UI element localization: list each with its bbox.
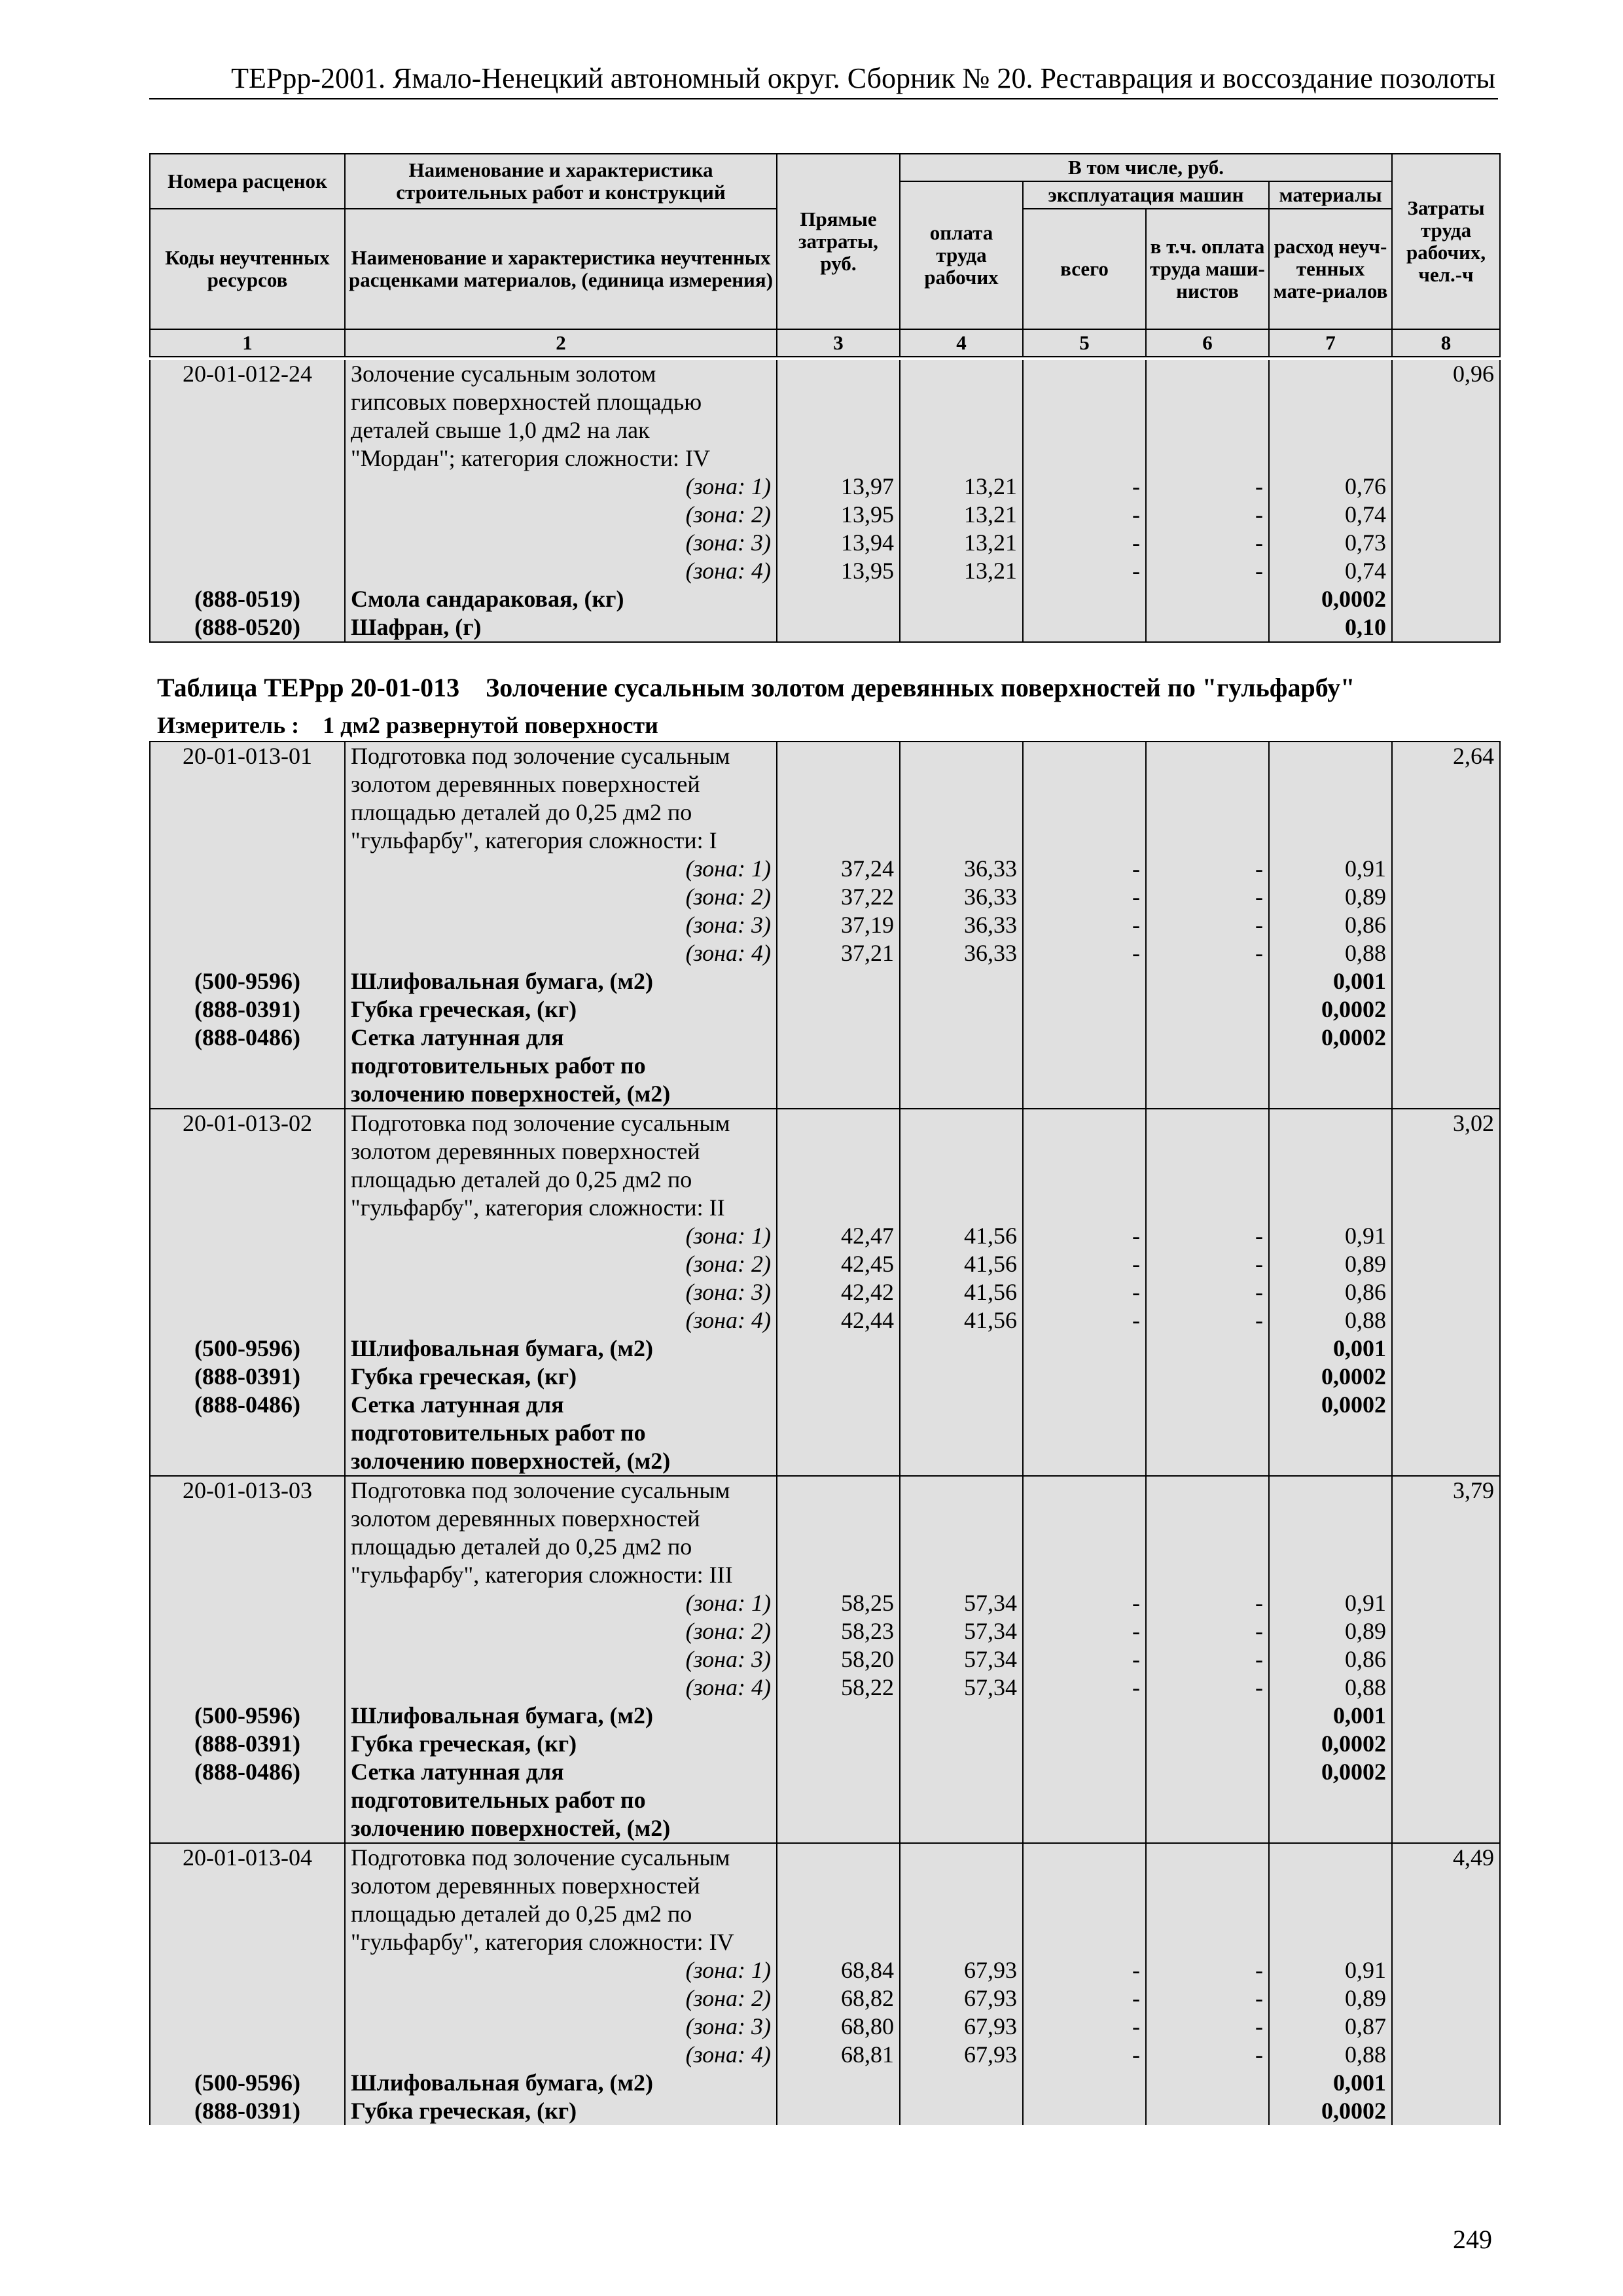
- rate-description-line: площадью деталей до 0,25 дм2 по: [345, 1533, 777, 1561]
- rate-description-row: [150, 1928, 1500, 1956]
- running-header-title: ТЕРрр-2001. Ямало-Ненецкий автономный округ. Сборник № 20. Реставрация и воссоздание позолоты: [231, 62, 1495, 94]
- materials-value: 0,74: [1269, 557, 1392, 585]
- resource-name: Шлифовальная бумага, (м2): [345, 1335, 777, 1363]
- labor-pay-value: 67,93: [900, 1984, 1023, 2013]
- machine-total-value: -: [1023, 1956, 1146, 1984]
- resource-row: [150, 2097, 1500, 2125]
- rate-description-row: [150, 798, 1500, 827]
- rate-code: 20-01-012-24: [150, 360, 345, 388]
- direct-cost-value: 68,81: [777, 2041, 900, 2069]
- resource-name: золочению поверхностей, (м2): [345, 1447, 777, 1476]
- machine-total-value: -: [1023, 1617, 1146, 1645]
- direct-cost-value: 13,94: [777, 529, 900, 557]
- col-work-name-header: Наименование и характеристика строительных работ и конструкций: [345, 154, 777, 209]
- materials-value: 0,91: [1269, 1589, 1392, 1617]
- direct-cost-value: 37,22: [777, 883, 900, 911]
- machinist-pay-value: -: [1146, 1956, 1269, 1984]
- rate-description-line: золотом деревянных поверхностей: [345, 1505, 777, 1533]
- zone-row: [150, 1306, 1500, 1335]
- col-number: 7: [1269, 329, 1392, 357]
- machinist-pay-value: -: [1146, 2041, 1269, 2069]
- resource-row: [150, 585, 1500, 613]
- resource-name: подготовительных работ по: [345, 1786, 777, 1814]
- col-resource-codes-header: Коды неучтенных ресурсов: [150, 209, 345, 329]
- zone-row: [150, 557, 1500, 585]
- resource-name: Губка греческая, (кг): [345, 1730, 777, 1758]
- resource-name-continuation-row: [150, 1419, 1500, 1447]
- direct-cost-value: 42,42: [777, 1278, 900, 1306]
- machinist-pay-value: -: [1146, 1645, 1269, 1674]
- rate-description-line: золотом деревянных поверхностей: [345, 770, 777, 798]
- resource-code: (888-0520): [150, 613, 345, 642]
- header-divider: [149, 98, 1498, 99]
- materials-value: 0,86: [1269, 1278, 1392, 1306]
- rate-description-line: "гульфарбу", категория сложности: II: [345, 1194, 777, 1222]
- rate-description-line: "гульфарбу", категория сложности: IV: [345, 1928, 777, 1956]
- materials-value: 0,86: [1269, 911, 1392, 939]
- zone-label: (зона: 2): [345, 501, 777, 529]
- col-machinist-pay-header: в т.ч. оплата труда маши-нистов: [1146, 209, 1269, 329]
- resource-quantity: 0,001: [1269, 1335, 1392, 1363]
- direct-cost-value: 42,45: [777, 1250, 900, 1278]
- col-materials-header: материалы: [1269, 181, 1392, 209]
- resource-code: (888-0486): [150, 1758, 345, 1786]
- direct-cost-value: 58,20: [777, 1645, 900, 1674]
- direct-cost-value: 58,22: [777, 1674, 900, 1702]
- resource-name: Шафран, (г): [345, 613, 777, 642]
- machinist-pay-value: -: [1146, 883, 1269, 911]
- rate-code: 20-01-013-03: [150, 1476, 345, 1505]
- zone-label: (зона: 2): [345, 1617, 777, 1645]
- labor-pay-value: 57,34: [900, 1589, 1023, 1617]
- resource-code: (888-0391): [150, 996, 345, 1024]
- resource-row: [150, 996, 1500, 1024]
- machine-total-value: -: [1023, 1589, 1146, 1617]
- materials-value: 0,89: [1269, 1250, 1392, 1278]
- labor-pay-value: 57,34: [900, 1617, 1023, 1645]
- labor-pay-value: 13,21: [900, 529, 1023, 557]
- column-header-table: [149, 153, 1501, 357]
- labor-pay-value: 41,56: [900, 1278, 1023, 1306]
- col-labor-costs-header: Затраты труда рабочих, чел.-ч: [1392, 154, 1500, 329]
- resource-code: (500-9596): [150, 1335, 345, 1363]
- table-measure-unit: Измеритель : 1 дм2 развернутой поверхности: [157, 712, 658, 738]
- resource-name: Шлифовальная бумага, (м2): [345, 2069, 777, 2097]
- rate-code: 20-01-013-04: [150, 1843, 345, 1872]
- zone-row: [150, 1674, 1500, 1702]
- direct-cost-value: 13,95: [777, 501, 900, 529]
- materials-value: 0,89: [1269, 1617, 1392, 1645]
- labor-pay-value: 41,56: [900, 1250, 1023, 1278]
- labor-pay-value: 67,93: [900, 1956, 1023, 1984]
- labor-costs-value: 4,49: [1392, 1843, 1500, 1872]
- col-number: 8: [1392, 329, 1500, 357]
- zone-row: [150, 1956, 1500, 1984]
- resource-name: Губка греческая, (кг): [345, 996, 777, 1024]
- resource-code: (888-0391): [150, 2097, 345, 2125]
- materials-value: 0,89: [1269, 883, 1392, 911]
- rate-row: [150, 1476, 1500, 1505]
- labor-pay-value: 67,93: [900, 2013, 1023, 2041]
- zone-label: (зона: 3): [345, 529, 777, 557]
- resource-row: [150, 1391, 1500, 1419]
- rate-description-row: [150, 1900, 1500, 1928]
- machinist-pay-value: -: [1146, 1278, 1269, 1306]
- machine-total-value: -: [1023, 1306, 1146, 1335]
- col-number: 5: [1023, 329, 1146, 357]
- col-number: 4: [900, 329, 1023, 357]
- machine-total-value: -: [1023, 855, 1146, 883]
- machine-total-value: -: [1023, 473, 1146, 501]
- materials-value: 0,91: [1269, 855, 1392, 883]
- resource-name-continuation-row: [150, 1786, 1500, 1814]
- machine-total-value: -: [1023, 911, 1146, 939]
- rate-description-line: Подготовка под золочение сусальным: [345, 1476, 777, 1505]
- resource-quantity: 0,0002: [1269, 1363, 1392, 1391]
- resource-name: Смола сандараковая, (кг): [345, 585, 777, 613]
- labor-pay-value: 36,33: [900, 883, 1023, 911]
- resource-quantity: 0,0002: [1269, 1391, 1392, 1419]
- labor-costs-value: 0,96: [1392, 360, 1500, 388]
- machinist-pay-value: -: [1146, 939, 1269, 967]
- materials-value: 0,86: [1269, 1645, 1392, 1674]
- table-title: Таблица ТЕРрр 20-01-013 Золочение сусальным золотом деревянных поверхностей по "гульфарбу": [157, 673, 1355, 702]
- materials-value: 0,76: [1269, 473, 1392, 501]
- rate-description-line: Подготовка под золочение сусальным: [345, 1109, 777, 1138]
- machinist-pay-value: -: [1146, 911, 1269, 939]
- resource-quantity: 0,001: [1269, 1702, 1392, 1730]
- col-direct-costs-header: Прямые затраты, руб.: [777, 154, 900, 329]
- zone-label: (зона: 3): [345, 1278, 777, 1306]
- col-material-name-header: Наименование и характеристика неучтенных расценками материалов, (единица измерения): [345, 209, 777, 329]
- resource-name: Сетка латунная для: [345, 1391, 777, 1419]
- materials-value: 0,88: [1269, 2041, 1392, 2069]
- rate-description-line: площадью деталей до 0,25 дм2 по: [345, 1900, 777, 1928]
- rate-code: 20-01-013-02: [150, 1109, 345, 1138]
- resource-code: (500-9596): [150, 2069, 345, 2097]
- resource-name-continuation-row: [150, 1080, 1500, 1109]
- rate-description-row: [150, 770, 1500, 798]
- rate-description-row: [150, 1505, 1500, 1533]
- materials-value: 0,89: [1269, 1984, 1392, 2013]
- machinist-pay-value: -: [1146, 529, 1269, 557]
- direct-cost-value: 42,44: [777, 1306, 900, 1335]
- resource-row: [150, 2069, 1500, 2097]
- rate-description-row: [150, 1194, 1500, 1222]
- rate-description-line: золотом деревянных поверхностей: [345, 1872, 777, 1900]
- rate-description-line: гипсовых поверхностей площадью: [345, 388, 777, 416]
- machinist-pay-value: -: [1146, 855, 1269, 883]
- rate-description-row: [150, 827, 1500, 855]
- resource-row: [150, 1702, 1500, 1730]
- materials-value: 0,91: [1269, 1956, 1392, 1984]
- zone-label: (зона: 1): [345, 1589, 777, 1617]
- materials-value: 0,91: [1269, 1222, 1392, 1250]
- machinist-pay-value: -: [1146, 1589, 1269, 1617]
- zone-label: (зона: 1): [345, 473, 777, 501]
- labor-pay-value: 13,21: [900, 473, 1023, 501]
- zone-label: (зона: 1): [345, 1222, 777, 1250]
- zone-row: [150, 855, 1500, 883]
- labor-pay-value: 36,33: [900, 939, 1023, 967]
- resource-code: (500-9596): [150, 1702, 345, 1730]
- labor-pay-value: 67,93: [900, 2041, 1023, 2069]
- zone-row: [150, 1984, 1500, 2013]
- resource-row: [150, 1335, 1500, 1363]
- rate-description-line: Золочение сусальным золотом: [345, 360, 777, 388]
- zone-row: [150, 883, 1500, 911]
- rate-description-line: "гульфарбу", категория сложности: I: [345, 827, 777, 855]
- resource-quantity: 0,001: [1269, 2069, 1392, 2097]
- zone-label: (зона: 2): [345, 1250, 777, 1278]
- resource-name-continuation-row: [150, 1052, 1500, 1080]
- zone-row: [150, 1645, 1500, 1674]
- zone-label: (зона: 1): [345, 1956, 777, 1984]
- resource-name: Губка греческая, (кг): [345, 2097, 777, 2125]
- zone-label: (зона: 4): [345, 939, 777, 967]
- rate-row: [150, 1109, 1500, 1138]
- resource-quantity: 0,0002: [1269, 2097, 1392, 2125]
- machine-total-value: -: [1023, 1278, 1146, 1306]
- rate-description-row: [150, 1138, 1500, 1166]
- machine-total-value: -: [1023, 1984, 1146, 2013]
- col-number: 1: [150, 329, 345, 357]
- resource-row: [150, 1363, 1500, 1391]
- materials-value: 0,73: [1269, 529, 1392, 557]
- machine-total-value: -: [1023, 557, 1146, 585]
- rate-code: 20-01-013-01: [150, 742, 345, 770]
- zone-label: (зона: 3): [345, 2013, 777, 2041]
- resource-code: (500-9596): [150, 967, 345, 996]
- page-number: 249: [1453, 2225, 1492, 2254]
- machine-total-value: -: [1023, 1674, 1146, 1702]
- resource-quantity: 0,0002: [1269, 585, 1392, 613]
- machine-total-value: -: [1023, 2013, 1146, 2041]
- resource-quantity: 0,0002: [1269, 1024, 1392, 1052]
- labor-pay-value: 36,33: [900, 855, 1023, 883]
- direct-cost-value: 42,47: [777, 1222, 900, 1250]
- resource-name: Сетка латунная для: [345, 1024, 777, 1052]
- zone-label: (зона: 4): [345, 2041, 777, 2069]
- rate-description-line: Подготовка под золочение сусальным: [345, 742, 777, 770]
- col-number: 6: [1146, 329, 1269, 357]
- resource-code: (888-0486): [150, 1391, 345, 1419]
- direct-cost-value: 37,19: [777, 911, 900, 939]
- labor-pay-value: 41,56: [900, 1306, 1023, 1335]
- machinist-pay-value: -: [1146, 1222, 1269, 1250]
- machine-total-value: -: [1023, 1645, 1146, 1674]
- col-rate-number-header: Номера расценок: [150, 154, 345, 209]
- zone-row: [150, 1617, 1500, 1645]
- zone-label: (зона: 3): [345, 911, 777, 939]
- direct-cost-value: 13,95: [777, 557, 900, 585]
- materials-value: 0,88: [1269, 939, 1392, 967]
- rate-description-line: золотом деревянных поверхностей: [345, 1138, 777, 1166]
- resource-name: подготовительных работ по: [345, 1052, 777, 1080]
- machine-total-value: -: [1023, 883, 1146, 911]
- resource-name-continuation-row: [150, 1814, 1500, 1843]
- machine-total-value: -: [1023, 1222, 1146, 1250]
- zone-row: [150, 2041, 1500, 2069]
- resource-name: Губка греческая, (кг): [345, 1363, 777, 1391]
- resource-row: [150, 1024, 1500, 1052]
- materials-value: 0,88: [1269, 1306, 1392, 1335]
- resource-name: Шлифовальная бумага, (м2): [345, 1702, 777, 1730]
- direct-cost-value: 68,82: [777, 1984, 900, 2013]
- machine-total-value: -: [1023, 501, 1146, 529]
- resource-row: [150, 1730, 1500, 1758]
- col-machine-operation-header: эксплуатация машин: [1023, 181, 1269, 209]
- zone-row: [150, 1250, 1500, 1278]
- resource-name: Сетка латунная для: [345, 1758, 777, 1786]
- direct-cost-value: 13,97: [777, 473, 900, 501]
- resource-row: [150, 1758, 1500, 1786]
- direct-cost-value: 68,84: [777, 1956, 900, 1984]
- rate-description-line: деталей свыше 1,0 дм2 на лак: [345, 416, 777, 444]
- zone-row: [150, 939, 1500, 967]
- labor-pay-value: 57,34: [900, 1674, 1023, 1702]
- machine-total-value: -: [1023, 1250, 1146, 1278]
- zone-row: [150, 1278, 1500, 1306]
- zone-row: [150, 473, 1500, 501]
- rate-description-line: площадью деталей до 0,25 дм2 по: [345, 1166, 777, 1194]
- rate-row: [150, 742, 1500, 770]
- resource-code: (888-0391): [150, 1730, 345, 1758]
- resource-quantity: 0,001: [1269, 967, 1392, 996]
- resource-name: золочению поверхностей, (м2): [345, 1080, 777, 1109]
- col-unaccounted-materials-header: расход неуч-тенных мате-риалов: [1269, 209, 1392, 329]
- zone-label: (зона: 2): [345, 883, 777, 911]
- zone-row: [150, 501, 1500, 529]
- rates-table-20-01-013: [149, 741, 1501, 2125]
- rate-description-line: Подготовка под золочение сусальным: [345, 1843, 777, 1872]
- rate-description-line: площадью деталей до 0,25 дм2 по: [345, 798, 777, 827]
- machinist-pay-value: -: [1146, 1674, 1269, 1702]
- zone-label: (зона: 4): [345, 1306, 777, 1335]
- labor-costs-value: 3,02: [1392, 1109, 1500, 1138]
- col-number: 3: [777, 329, 900, 357]
- zone-row: [150, 911, 1500, 939]
- direct-cost-value: 37,24: [777, 855, 900, 883]
- labor-pay-value: 13,21: [900, 557, 1023, 585]
- resource-row: [150, 967, 1500, 996]
- labor-pay-value: 36,33: [900, 911, 1023, 939]
- labor-pay-value: 13,21: [900, 501, 1023, 529]
- machinist-pay-value: -: [1146, 1617, 1269, 1645]
- materials-value: 0,87: [1269, 2013, 1392, 2041]
- col-labor-pay-header: оплата труда рабочих: [900, 181, 1023, 329]
- rate-description-row: [150, 1166, 1500, 1194]
- machinist-pay-value: -: [1146, 2013, 1269, 2041]
- machinist-pay-value: -: [1146, 557, 1269, 585]
- zone-row: [150, 1222, 1500, 1250]
- resource-quantity: 0,0002: [1269, 1730, 1392, 1758]
- machine-total-value: -: [1023, 939, 1146, 967]
- resource-code: (888-0519): [150, 585, 345, 613]
- zone-label: (зона: 2): [345, 1984, 777, 2013]
- machine-total-value: -: [1023, 2041, 1146, 2069]
- materials-value: 0,88: [1269, 1674, 1392, 1702]
- rate-description-line: "Мордан"; категория сложности: IV: [345, 444, 777, 473]
- direct-cost-value: 68,80: [777, 2013, 900, 2041]
- resource-name: Шлифовальная бумага, (м2): [345, 967, 777, 996]
- rate-description-row: [150, 1872, 1500, 1900]
- machinist-pay-value: -: [1146, 1250, 1269, 1278]
- direct-cost-value: 37,21: [777, 939, 900, 967]
- rate-description-line: "гульфарбу", категория сложности: III: [345, 1561, 777, 1589]
- zone-row: [150, 2013, 1500, 2041]
- zone-label: (зона: 3): [345, 1645, 777, 1674]
- zone-label: (зона: 4): [345, 557, 777, 585]
- zone-row: [150, 529, 1500, 557]
- resource-name-continuation-row: [150, 1447, 1500, 1476]
- col-machine-total-header: всего: [1023, 209, 1146, 329]
- resource-quantity: 0,10: [1269, 613, 1392, 642]
- labor-costs-value: 2,64: [1392, 742, 1500, 770]
- zone-label: (зона: 4): [345, 1674, 777, 1702]
- zone-label: (зона: 1): [345, 855, 777, 883]
- direct-cost-value: 58,25: [777, 1589, 900, 1617]
- rate-description-row: [150, 1561, 1500, 1589]
- machine-total-value: -: [1023, 529, 1146, 557]
- resource-code: (888-0486): [150, 1024, 345, 1052]
- col-number: 2: [345, 329, 777, 357]
- labor-pay-value: 41,56: [900, 1222, 1023, 1250]
- resource-code: (888-0391): [150, 1363, 345, 1391]
- col-including-header: В том числе, руб.: [900, 154, 1392, 181]
- rates-table-20-01-012: [149, 360, 1501, 643]
- resource-row: [150, 613, 1500, 642]
- rate-row: [150, 1843, 1500, 1872]
- machinist-pay-value: -: [1146, 1306, 1269, 1335]
- resource-quantity: 0,0002: [1269, 1758, 1392, 1786]
- direct-cost-value: 58,23: [777, 1617, 900, 1645]
- resource-name: золочению поверхностей, (м2): [345, 1814, 777, 1843]
- machinist-pay-value: -: [1146, 501, 1269, 529]
- rate-description-row: [150, 1533, 1500, 1561]
- labor-pay-value: 57,34: [900, 1645, 1023, 1674]
- resource-name: подготовительных работ по: [345, 1419, 777, 1447]
- resource-quantity: 0,0002: [1269, 996, 1392, 1024]
- machinist-pay-value: -: [1146, 1984, 1269, 2013]
- materials-value: 0,74: [1269, 501, 1392, 529]
- zone-row: [150, 1589, 1500, 1617]
- machinist-pay-value: -: [1146, 473, 1269, 501]
- labor-costs-value: 3,79: [1392, 1476, 1500, 1505]
